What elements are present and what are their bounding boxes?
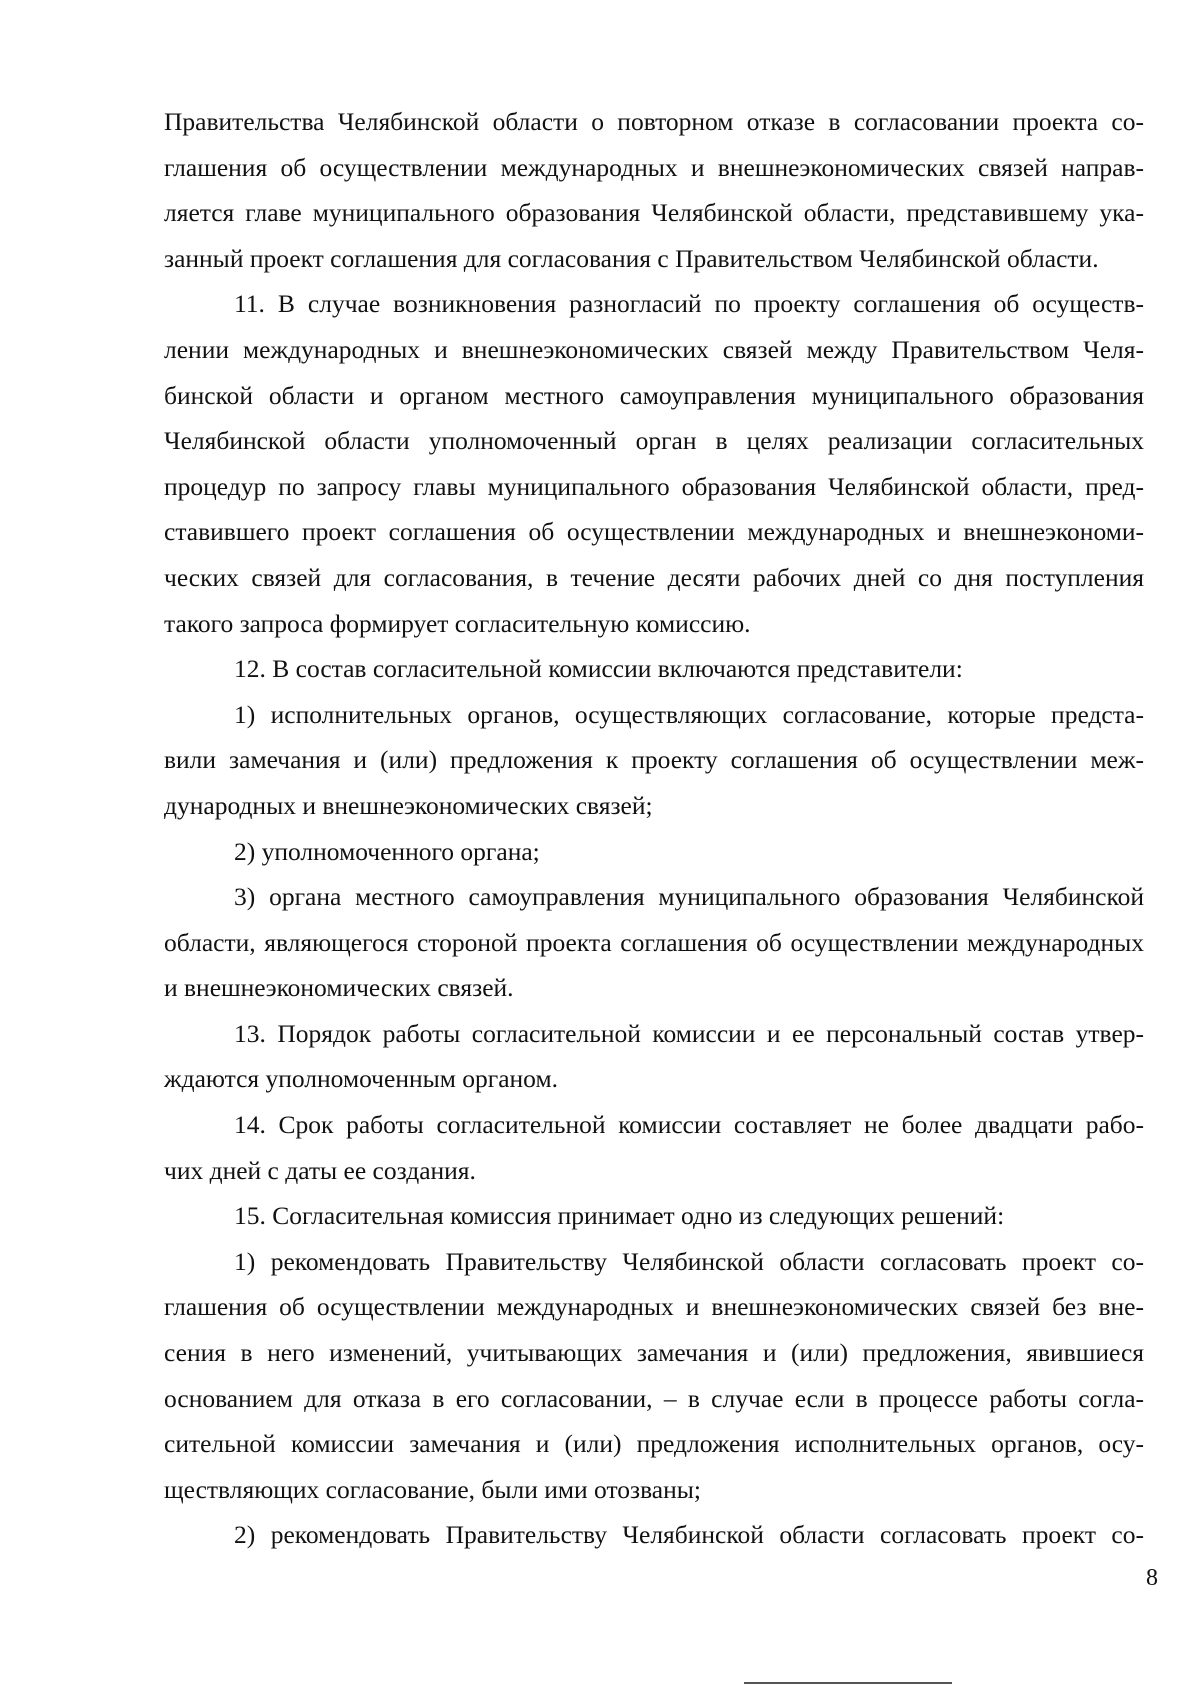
text-line: 15. Согласительная комиссия принимает одно из следующих решений: xyxy=(234,1201,1005,1231)
text-line: 3) органа местного самоуправления муниципального образования Челябинской xyxy=(234,882,1144,912)
text-line: вили замечания и (или) предложения к проекту соглашения об осуществлении меж- xyxy=(164,745,1144,775)
text-line: Правительства Челябинской области о повторном отказе в согласовании проекта со- xyxy=(164,107,1144,136)
text-line: сения в него изменений, учитывающих замечания и (или) предложения, явившиеся xyxy=(164,1338,1144,1368)
text-line: 2) уполномоченного органа; xyxy=(234,836,540,866)
text-line: ляется главе муниципального образования Челябинской области, представившему ука- xyxy=(164,198,1144,228)
text-line: основанием для отказа в его согласовании, – в случае если в процессе работы согла- xyxy=(164,1383,1144,1413)
text-line: занный проект соглашения для согласования с Правительством Челябинской области. xyxy=(164,243,1099,273)
text-line: 14. Срок работы согласительной комиссии составляет не более двадцати рабо- xyxy=(234,1110,1144,1140)
text-line: такого запроса формирует согласительную комиссию. xyxy=(164,608,751,638)
text-line: 1) исполнительных органов, осуществляющих согласование, которые предста- xyxy=(234,699,1144,729)
text-line: чих дней с даты ее создания. xyxy=(164,1155,476,1185)
text-line: ждаются уполномоченным органом. xyxy=(164,1064,558,1094)
text-line: ставившего проект соглашения об осуществлении международных и внешнеэкономи- xyxy=(164,517,1144,547)
text-line: бинской области и органом местного самоуправления муниципального образования xyxy=(164,380,1144,410)
text-line: сительной комиссии замечания и (или) предложения исполнительных органов, осу- xyxy=(164,1429,1144,1459)
text-line: процедур по запросу главы муниципального образования Челябинской области, пред- xyxy=(164,471,1144,501)
text-line: 11. В случае возникновения разногласий по проекту соглашения об осуществ- xyxy=(234,289,1144,319)
text-line: ческих связей для согласования, в течение десяти рабочих дней со дня поступления xyxy=(164,562,1144,592)
text-line: 1) рекомендовать Правительству Челябинской области согласовать проект со- xyxy=(234,1246,1144,1276)
text-line: дународных и внешнеэкономических связей; xyxy=(164,790,653,820)
text-line: 13. Порядок работы согласительной комиссии и ее персональный состав утвер- xyxy=(234,1018,1144,1048)
text-line: области, являющегося стороной проекта соглашения об осуществлении международных xyxy=(164,927,1144,957)
text-line: Челябинской области уполномоченный орган в целях реализации согласительных xyxy=(164,426,1144,456)
text-line: глашения об осуществлении международных и внешнеэкономических связей направ- xyxy=(164,152,1144,182)
page-number: 8 xyxy=(1146,1565,1158,1591)
text-line: 2) рекомендовать Правительству Челябинской области согласовать проект со- xyxy=(234,1520,1144,1550)
text-line: лении международных и внешнеэкономических связей между Правительством Челя- xyxy=(164,334,1144,364)
text-line: 12. В состав согласительной комиссии включаются представители: xyxy=(234,654,963,684)
text-line: ществляющих согласование, были ими отозваны; xyxy=(164,1474,701,1504)
body-text xyxy=(164,99,1144,1558)
footer-line xyxy=(744,1682,952,1684)
text-line: глашения об осуществлении международных и внешнеэкономических связей без вне- xyxy=(164,1292,1144,1322)
text-line: и внешнеэкономических связей. xyxy=(164,973,514,1003)
